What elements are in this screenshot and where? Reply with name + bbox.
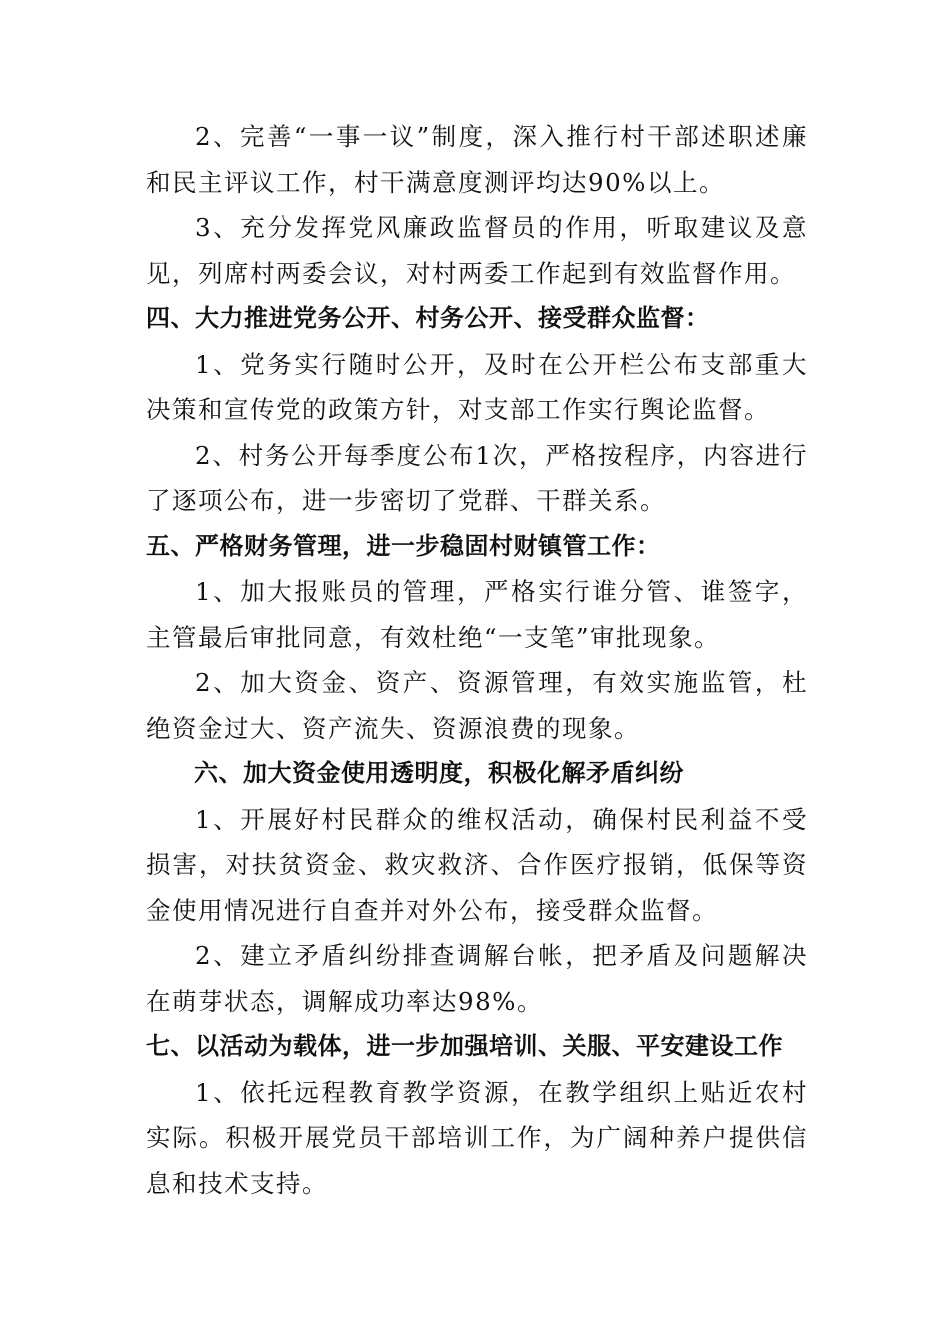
section-heading-6: 六、加大资金使用透明度，积极化解矛盾纠纷: [194, 759, 684, 787]
paragraph-7-1: 1、依托远程教育教学资源，在教学组织上贴近农村实际。积极开展党员干部培训工作，为广阔种养户提供信息和技术支持。: [146, 1077, 808, 1198]
document-page: [146, 114, 808, 1206]
paragraph-3-1: 3、充分发挥党风廉政监督员的作用，听取建议及意见，列席村两委会议，对村两委工作起到有效监督作用。: [146, 213, 808, 288]
paragraph-6-1: 1、开展好村民群众的维权活动，确保村民利益不受损害，对扶贫资金、救灾救济、合作医疗报销，低保等资金使用情况进行自查并对外公布，接受群众监督。: [146, 804, 808, 925]
paragraph-5-2: 2、加大资金、资产、资源管理，有效实施监管，杜绝资金过大、资产流失、资源浪费的现象。: [146, 668, 808, 743]
section-heading-5: 五、严格财务管理，进一步稳固村财镇管工作：: [146, 531, 661, 560]
paragraph-4-2: 2、村务公开每季度公布1次，严格按程序，内容进行了逐项公布，进一步密切了党群、干群关系。: [146, 440, 808, 515]
section-heading-4: 四、大力推进党务公开、村务公开、接受群众监督：: [146, 304, 710, 332]
paragraph-5-1: 1、加大报账员的管理，严格实行谁分管、谁签字，主管最后审批同意，有效杜绝“一支笔”审批现象。: [146, 577, 808, 652]
paragraph-4-1: 1、党务实行随时公开，及时在公开栏公布支部重大决策和宣传党的政策方针，对支部工作实行舆论监督。: [146, 349, 808, 424]
paragraph-6-2: 2、建立矛盾纠纷排查调解台帐，把矛盾及问题解决在萌芽状态，调解成功率达98%。: [146, 941, 808, 1016]
section-heading-7: 七、以活动为载体，进一步加强培训、关服、平安建设工作: [146, 1032, 783, 1060]
paragraph-2-1: 2、完善“一事一议”制度，深入推行村干部述职述廉和民主评议工作，村干满意度测评均达90%以上。: [146, 122, 808, 197]
